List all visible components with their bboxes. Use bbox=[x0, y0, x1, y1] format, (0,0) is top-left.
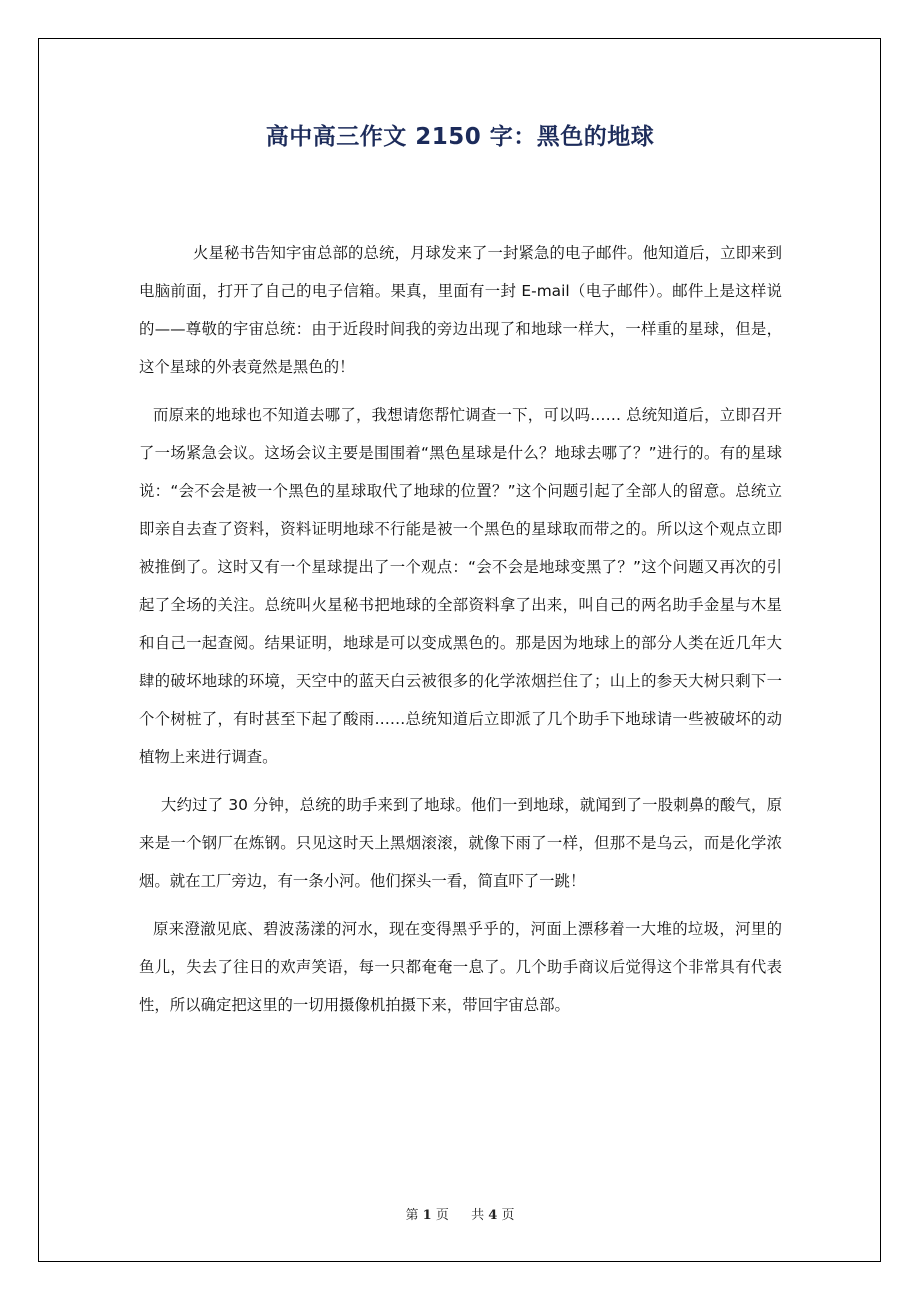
total-pages: 4 bbox=[488, 1208, 498, 1223]
paragraph-3: 大约过了 30 分钟，总统的助手来到了地球。他们一到地球，就闻到了一股刺鼻的酸气，原来是一个钢厂在炼钢。只见这时天上黑烟滚滚，就像下雨了一样，但那不是乌云，而是化学浓烟。就在工厂旁边，有一条小河。他们探头一看，简直吓了一跳！ bbox=[139, 796, 782, 890]
paragraph-4: 原来澄澈见底、碧波荡漾的河水，现在变得黑乎乎的，河面上漂移着一大堆的垃圾，河里的鱼儿，失去了往日的欢声笑语，每一只都奄奄一息了。几个助手商议后觉得这个非常具有代表性，所以确定把这里的一切用摄像机拍摄下来，带回宇宙总部。 bbox=[139, 920, 782, 1014]
total-suffix: 页 bbox=[501, 1208, 515, 1223]
page-suffix: 页 bbox=[435, 1208, 449, 1223]
total-prefix: 共 bbox=[471, 1208, 485, 1223]
page-prefix: 第 bbox=[405, 1208, 419, 1223]
paragraph-2: 而原来的地球也不知道去哪了，我想请您帮忙调查一下，可以吗…… 总统知道后，立即召开了一场紧急会议。这场会议主要是围围着“黑色星球是什么？地球去哪了？”进行的。有的星球说：“会不会是被一个黑色的星球取代了地球的位置？”这个问题引起了全部人的留意。总统立即亲自去查了资料，资料证明地球不行能是被一个黑色的星球取而带之的。所以这个观点立即被推倒了。这时又有一个星球提出了一个观点：“会不会是地球变黑了？”这个问题又再次的引起了全场的关注。总统叫火星秘书把地球的全部资料拿了出来，叫自己的两名助手金星与木星和自己一起查阅。结果证明，地球是可以变成黑色的。那是因为地球上的部分人类在近几年大肆的破坏地球的环境，天空中的蓝天白云被很多的化学浓烟拦住了；山上的参天大树只剩下一个个树桩了，有时甚至下起了酸雨……总统知道后立即派了几个助手下地球请一些被破坏的动植物上来进行调查。 bbox=[139, 406, 782, 766]
document-body bbox=[139, 234, 782, 1034]
page-footer bbox=[0, 1207, 920, 1225]
document-title: 高中高三作文 2150 字：黑色的地球 bbox=[265, 124, 655, 150]
paragraph-1: 火星秘书告知宇宙总部的总统，月球发来了一封紧急的电子邮件。他知道后，立即来到电脑前面，打开了自己的电子信箱。果真，里面有一封 E-mail（电子邮件）。邮件上是这样说的——尊敬的宇宙总统：由于近段时间我的旁边出现了和地球一样大，一样重的星球，但是，这个星球的外表竟然是黑色的！ bbox=[139, 244, 782, 376]
page-number: 1 bbox=[422, 1208, 432, 1223]
